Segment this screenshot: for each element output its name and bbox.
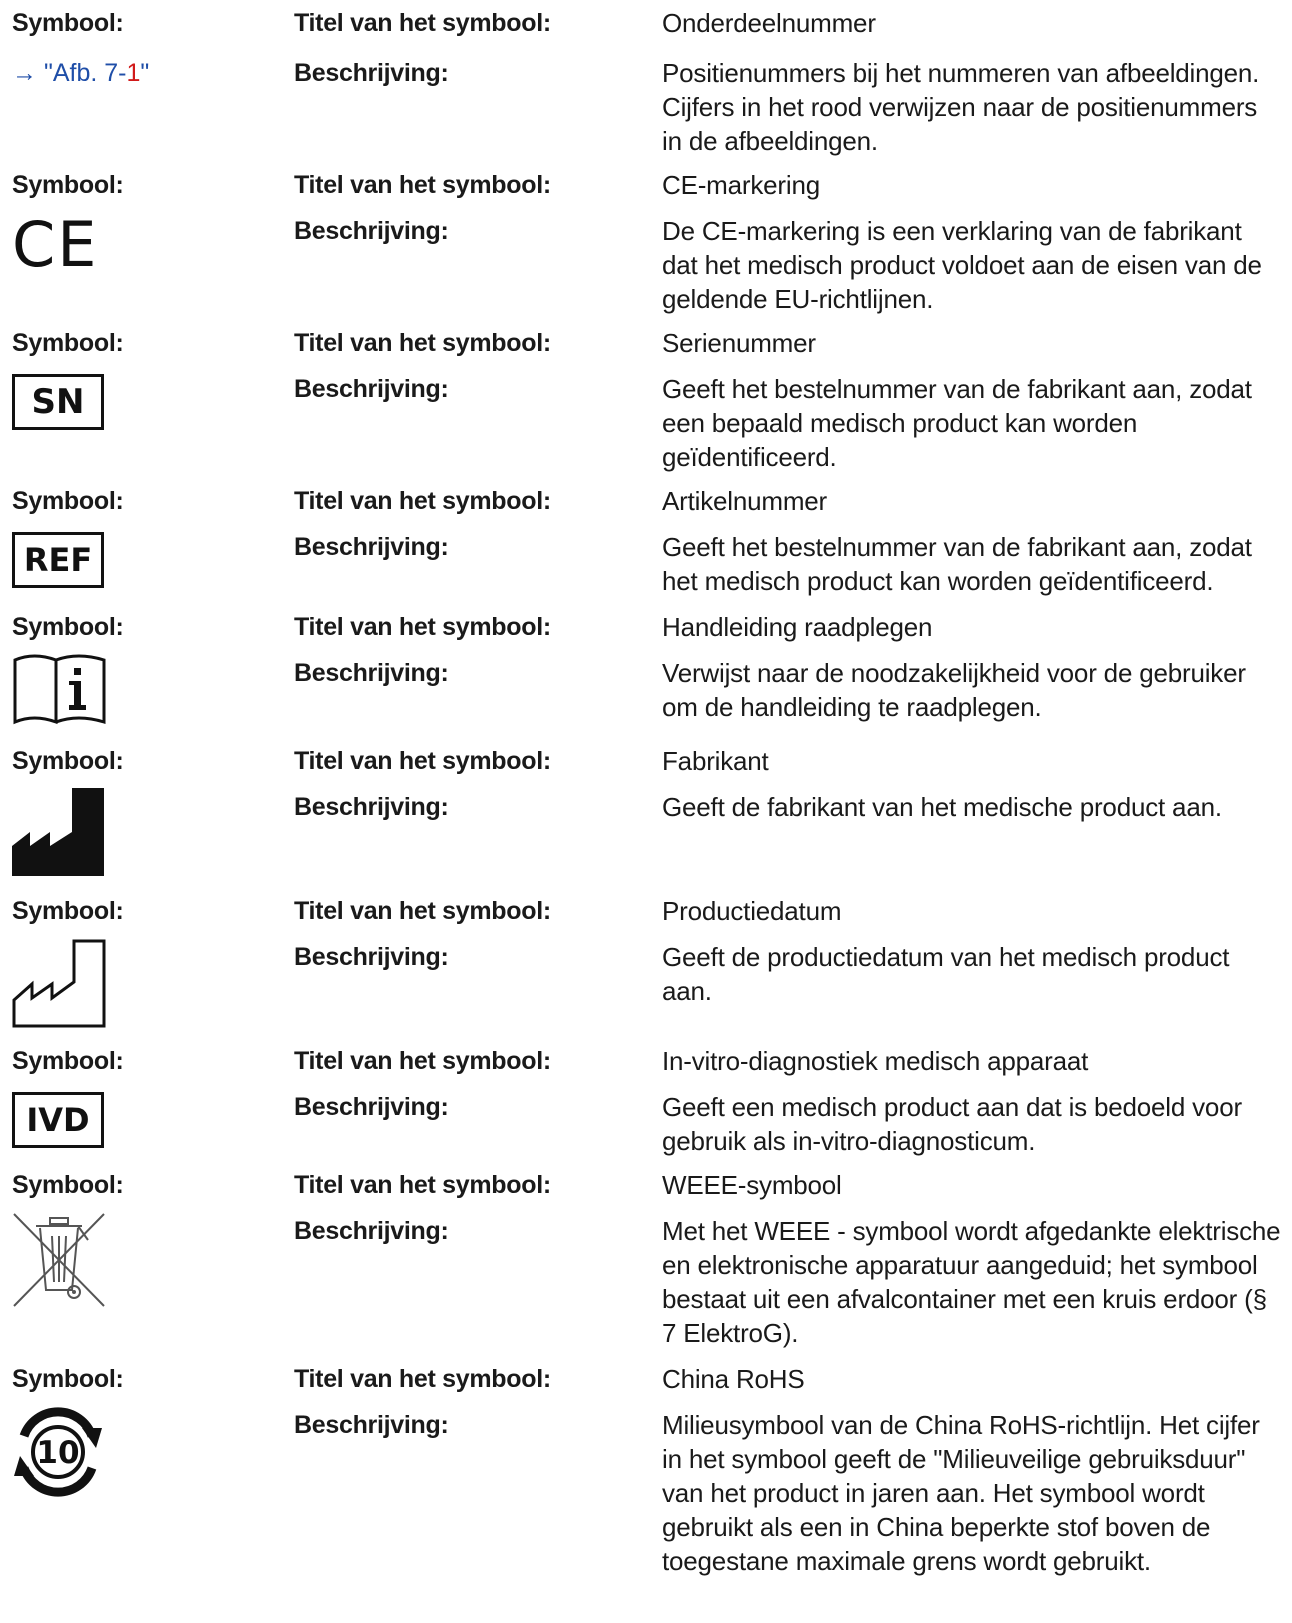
title-label: Titel van het symbool:: [294, 487, 551, 515]
symbol-description: De CE-markering is een verklaring van de fabrikant dat het medisch product voldoet aan de eisen van de geldende EU-richtlijnen.: [662, 216, 1262, 314]
symbol-description: Geeft het bestelnummer van de fabrikant aan, zodat een bepaald medisch product kan worden geïdentificeerd.: [662, 374, 1252, 472]
figure-reference-suffix: ": [140, 59, 150, 87]
symbol-title: Serienummer: [662, 328, 816, 358]
symbol-title: Productiedatum: [662, 896, 842, 926]
symbol-description: Positienummers bij het nummeren van afbeeldingen. Cijfers in het rood verwijzen naar de positienummers in de afbeeldingen.: [662, 58, 1260, 156]
symbol-label: Symbool:: [12, 613, 124, 641]
figure-reference-number: 1: [126, 59, 141, 87]
title-label: Titel van het symbool:: [294, 1365, 551, 1393]
symbol-label: Symbool:: [12, 1171, 124, 1199]
symbol-description: Milieusymbool van de China RoHS-richtlijn. Het cijfer in het symbool geeft de "Milieuveilige gebruiksduur" van het product in jaren aan. Het symbool wordt gebruikt als een in China beperkte stof boven de toegestane maximale grens wordt gebruikt.: [662, 1410, 1260, 1576]
figure-reference-prefix: → "Afb. 7-: [12, 59, 127, 87]
ce-marking-icon: CE: [12, 208, 99, 281]
symbol-label: Symbool:: [12, 747, 124, 775]
symbol-label: Symbool:: [12, 171, 124, 199]
description-label: Beschrijving:: [294, 1217, 449, 1245]
title-label: Titel van het symbool:: [294, 747, 551, 775]
title-label: Titel van het symbool:: [294, 1171, 551, 1199]
symbol-description: Geeft een medisch product aan dat is bedoeld voor gebruik als in-vitro-diagnosticum.: [662, 1092, 1242, 1156]
symbol-label: Symbool:: [12, 9, 124, 37]
ivd-icon: IVD: [12, 1092, 104, 1148]
symbol-description: Verwijst naar de noodzakelijkheid voor de gebruiker om de handleiding te raadplegen.: [662, 658, 1246, 722]
symbol-description: Met het WEEE - symbool wordt afgedankte elektrische en elektronische apparatuur aangeduid; het symbool bestaat uit een afvalcontainer met een kruis erdoor (§ 7 ElektroG).: [662, 1216, 1281, 1348]
title-label: Titel van het symbool:: [294, 897, 551, 925]
symbol-title: Handleiding raadplegen: [662, 612, 933, 642]
figure-reference-link[interactable]: [12, 56, 149, 90]
description-label: Beschrijving:: [294, 217, 449, 245]
weee-crossed-bin-icon: [12, 1212, 108, 1310]
serial-number-icon: SN: [12, 374, 104, 430]
symbol-label: Symbool:: [12, 487, 124, 515]
description-label: Beschrijving:: [294, 375, 449, 403]
symbol-description: Geeft de productiedatum van het medisch product aan.: [662, 942, 1230, 1006]
description-label: Beschrijving:: [294, 1411, 449, 1439]
description-label: Beschrijving:: [294, 533, 449, 561]
manufacturer-icon: [12, 788, 108, 878]
symbol-description: Geeft de fabrikant van het medische product aan.: [662, 792, 1222, 822]
symbol-title: Artikelnummer: [662, 486, 827, 516]
description-label: Beschrijving:: [294, 1093, 449, 1121]
title-label: Titel van het symbool:: [294, 9, 551, 37]
title-label: Titel van het symbool:: [294, 329, 551, 357]
symbol-title: In-vitro-diagnostiek medisch apparaat: [662, 1046, 1089, 1076]
symbol-title: China RoHS: [662, 1364, 805, 1394]
consult-instructions-icon: [12, 654, 108, 726]
title-label: Titel van het symbool:: [294, 613, 551, 641]
description-label: Beschrijving:: [294, 943, 449, 971]
title-label: Titel van het symbool:: [294, 171, 551, 199]
title-label: Titel van het symbool:: [294, 1047, 551, 1075]
symbol-title: WEEE-symbool: [662, 1170, 842, 1200]
symbol-title: Fabrikant: [662, 746, 769, 776]
reference-number-icon: REF: [12, 532, 104, 588]
symbol-title: CE-markering: [662, 170, 820, 200]
symbol-label: Symbool:: [12, 329, 124, 357]
china-rohs-icon: [12, 1406, 104, 1498]
symbol-label: Symbool:: [12, 1047, 124, 1075]
description-label: Beschrijving:: [294, 659, 449, 687]
symbol-label: Symbool:: [12, 897, 124, 925]
date-of-manufacture-icon: [12, 938, 108, 1028]
china-rohs-years: 10: [36, 1435, 80, 1471]
description-label: Beschrijving:: [294, 793, 449, 821]
symbol-description: Geeft het bestelnummer van de fabrikant aan, zodat het medisch product kan worden geïdentificeerd.: [662, 532, 1252, 596]
symbol-title: Onderdeelnummer: [662, 8, 876, 38]
description-label: Beschrijving:: [294, 59, 449, 87]
symbol-label: Symbool:: [12, 1365, 124, 1393]
